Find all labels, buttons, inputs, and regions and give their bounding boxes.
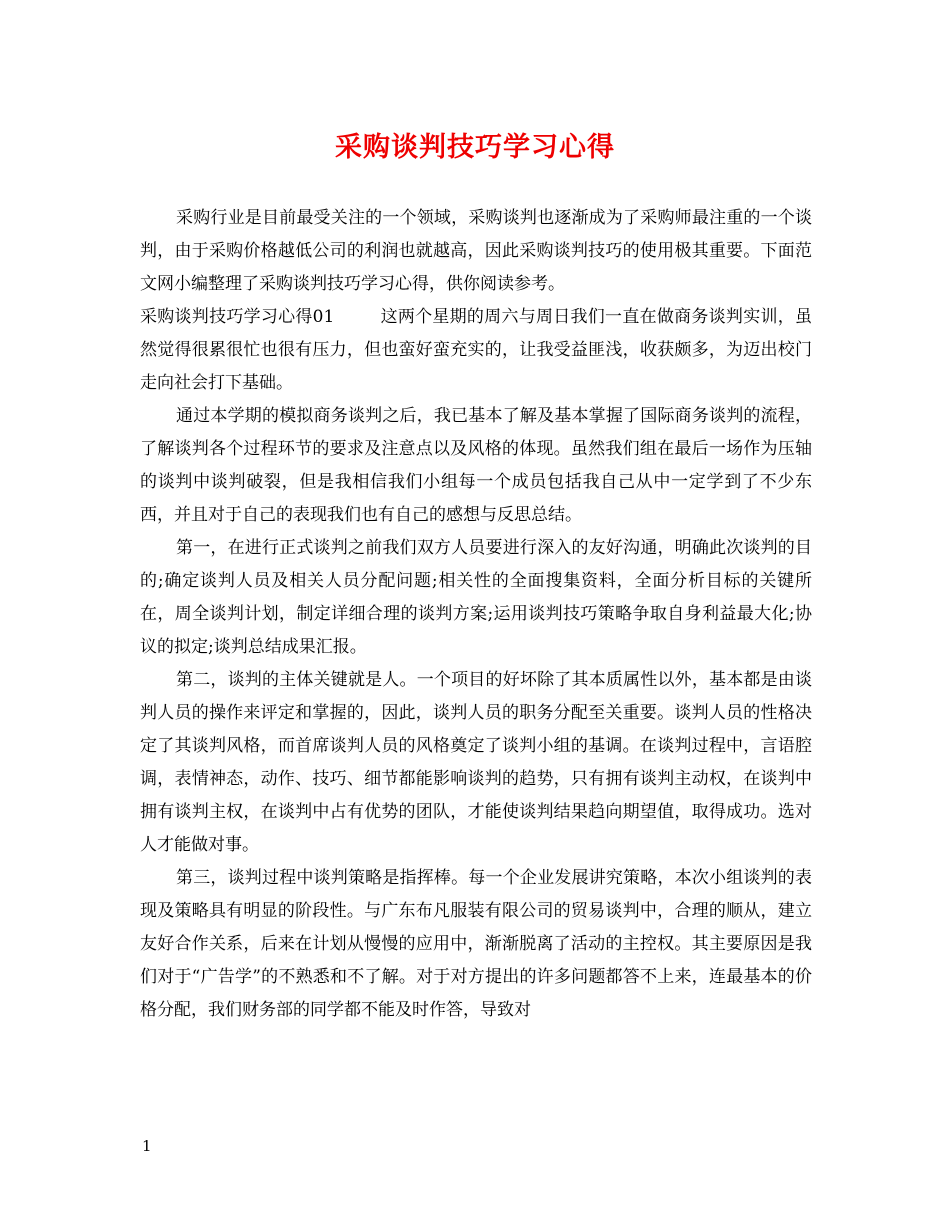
section-first-text: 这两个星期的周六与周日我们一直在做商务谈判实训，虽然觉得很累很忙也很有压力，但也蛮好蛮充实的，让我受益匪浅，收获颇多，为迈出校门走向社会打下基础。 [140,307,812,393]
body-paragraph-1: 通过本学期的模拟商务谈判之后，我已基本了解及基本掌握了国际商务谈判的流程，了解谈判各个过程环节的要求及注意点以及风格的体现。虽然我们组在最后一场作为压轴的谈判中谈判破裂，但是我相信我们小组每一个成员包括我自己从中一定学到了不少东西，并且对于自己的表现我们也有自己的感想与反思总结。 [140,406,812,525]
section-paragraph [140,301,812,400]
document-body [140,202,812,1027]
intro-paragraph: 采购行业是目前最受关注的一个领域，采购谈判也逐渐成为了采购师最注重的一个谈判，由于采购价格越低公司的利润也就越高，因此采购谈判技巧的使用极其重要。下面范文网小编整理了采购谈判技巧学习心得，供你阅读参考。 [140,208,812,294]
document-title: 采购谈判技巧学习心得 [335,132,615,163]
page-number: 1 [142,1137,152,1155]
section-heading: 采购谈判技巧学习心得01 [140,307,335,327]
body-paragraph-4: 第三，谈判过程中谈判策略是指挥棒。每一个企业发展讲究策略，本次小组谈判的表现及策略具有明显的阶段性。与广东布凡服装有限公司的贸易谈判中，合理的顺从，建立友好合作关系，后来在计划从慢慢的应用中，渐渐脱离了活动的主控权。其主要原因是我们对于“广告学”的不熟悉和不了解。对于对方提出的许多问题都答不上来，连最基本的价格分配，我们财务部的同学都不能及时作答，导致对 [140,868,812,1020]
body-paragraph-2: 第一，在进行正式谈判之前我们双方人员要进行深入的友好沟通，明确此次谈判的目的;确定谈判人员及相关人员分配问题;相关性的全面搜集资料，全面分析目标的关键所在，周全谈判计划，制定详细合理的谈判方案;运用谈判技巧策略争取自身利益最大化;协议的拟定;谈判总结成果汇报。 [140,538,812,657]
body-paragraph-3: 第二，谈判的主体关键就是人。一个项目的好坏除了其本质属性以外，基本都是由谈判人员的操作来评定和掌握的，因此，谈判人员的职务分配至关重要。谈判人员的性格决定了其谈判风格，而首席谈判人员的风格奠定了谈判小组的基调。在谈判过程中，言语腔调，表情神态，动作、技巧、细节都能影响谈判的趋势，只有拥有谈判主动权，在谈判中拥有谈判主权，在谈判中占有优势的团队，才能使谈判结果趋向期望值，取得成功。选对人才能做对事。 [140,670,812,855]
